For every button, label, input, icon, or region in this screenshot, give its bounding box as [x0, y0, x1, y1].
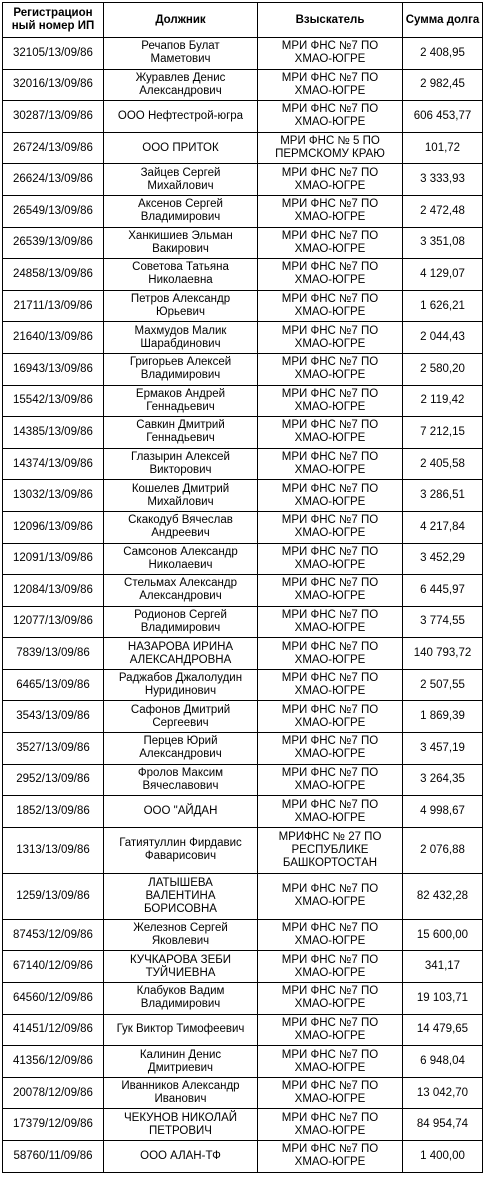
header-debtor: Должник	[104, 3, 258, 38]
cell-collector: МРИФНС № 27 ПО РЕСПУБЛИКЕ БАШКОРТОСТАН	[258, 827, 403, 873]
table-row	[3, 259, 483, 291]
table-row	[3, 919, 483, 951]
table-row	[3, 827, 483, 873]
header-row	[3, 3, 483, 38]
cell-debtor: Самсонов Александр Николаевич	[104, 543, 258, 575]
cell-debtor: Кошелев Дмитрий Михайлович	[104, 480, 258, 512]
cell-reg-number: 30287/13/09/86	[3, 101, 104, 133]
cell-reg-number: 13032/13/09/86	[3, 480, 104, 512]
table-row	[3, 701, 483, 733]
table-row	[3, 290, 483, 322]
cell-amount: 14 479,65	[403, 1014, 483, 1046]
cell-debtor: Сафонов Дмитрий Сергеевич	[104, 701, 258, 733]
cell-reg-number: 67140/12/09/86	[3, 951, 104, 983]
cell-amount: 2 472,48	[403, 195, 483, 227]
cell-reg-number: 12077/13/09/86	[3, 606, 104, 638]
cell-reg-number: 21640/13/09/86	[3, 322, 104, 354]
cell-collector: МРИ ФНС №7 ПО ХМАО-ЮГРЕ	[258, 543, 403, 575]
enforcement-table	[2, 2, 483, 1173]
table-row	[3, 1141, 483, 1173]
cell-reg-number: 20078/12/09/86	[3, 1077, 104, 1109]
cell-collector: МРИ ФНС №7 ПО ХМАО-ЮГРЕ	[258, 417, 403, 449]
cell-amount: 4 129,07	[403, 259, 483, 291]
table-row	[3, 480, 483, 512]
cell-amount: 140 793,72	[403, 638, 483, 670]
cell-collector: МРИ ФНС №7 ПО ХМАО-ЮГРЕ	[258, 353, 403, 385]
cell-reg-number: 17379/12/09/86	[3, 1109, 104, 1141]
cell-debtor: Родионов Сергей Владимирович	[104, 606, 258, 638]
cell-reg-number: 3543/13/09/86	[3, 701, 104, 733]
table-body	[3, 38, 483, 1173]
cell-collector: МРИ ФНС №7 ПО ХМАО-ЮГРЕ	[258, 385, 403, 417]
cell-debtor: ООО ПРИТОК	[104, 132, 258, 164]
table-row	[3, 733, 483, 765]
cell-collector: МРИ ФНС №7 ПО ХМАО-ЮГРЕ	[258, 38, 403, 70]
table-row	[3, 448, 483, 480]
cell-reg-number: 1313/13/09/86	[3, 827, 104, 873]
table-row	[3, 638, 483, 670]
cell-reg-number: 15542/13/09/86	[3, 385, 104, 417]
cell-collector: МРИ ФНС №7 ПО ХМАО-ЮГРЕ	[258, 290, 403, 322]
cell-amount: 13 042,70	[403, 1077, 483, 1109]
header-reg-number: Регистрацион ный номер ИП	[3, 3, 104, 38]
cell-amount: 15 600,00	[403, 919, 483, 951]
cell-reg-number: 1852/13/09/86	[3, 796, 104, 828]
cell-debtor: Иванников Александр Иванович	[104, 1077, 258, 1109]
cell-collector: МРИ ФНС №7 ПО ХМАО-ЮГРЕ	[258, 873, 403, 919]
cell-amount: 19 103,71	[403, 983, 483, 1015]
table-row	[3, 1014, 483, 1046]
cell-reg-number: 14385/13/09/86	[3, 417, 104, 449]
cell-collector: МРИ ФНС №7 ПО ХМАО-ЮГРЕ	[258, 322, 403, 354]
cell-amount: 1 869,39	[403, 701, 483, 733]
cell-reg-number: 12096/13/09/86	[3, 511, 104, 543]
cell-collector: МРИ ФНС №7 ПО ХМАО-ЮГРЕ	[258, 511, 403, 543]
cell-collector: МРИ ФНС №7 ПО ХМАО-ЮГРЕ	[258, 638, 403, 670]
cell-collector: МРИ ФНС №7 ПО ХМАО-ЮГРЕ	[258, 575, 403, 607]
cell-collector: МРИ ФНС №7 ПО ХМАО-ЮГРЕ	[258, 1046, 403, 1078]
cell-amount: 1 400,00	[403, 1141, 483, 1173]
cell-amount: 3 264,35	[403, 764, 483, 796]
cell-debtor: ЧЕКУНОВ НИКОЛАЙ ПЕТРОВИЧ	[104, 1109, 258, 1141]
cell-collector: МРИ ФНС №7 ПО ХМАО-ЮГРЕ	[258, 448, 403, 480]
cell-amount: 3 774,55	[403, 606, 483, 638]
cell-amount: 7 212,15	[403, 417, 483, 449]
cell-reg-number: 32105/13/09/86	[3, 38, 104, 70]
table-row	[3, 38, 483, 70]
cell-debtor: Гук Виктор Тимофеевич	[104, 1014, 258, 1046]
cell-collector: МРИ ФНС №7 ПО ХМАО-ЮГРЕ	[258, 101, 403, 133]
cell-debtor: Глазырин Алексей Викторович	[104, 448, 258, 480]
cell-debtor: ЛАТЫШЕВА ВАЛЕНТИНА БОРИСОВНА	[104, 873, 258, 919]
cell-debtor: Ермаков Андрей Геннадьевич	[104, 385, 258, 417]
cell-debtor: ООО АЛАН-ТФ	[104, 1141, 258, 1173]
cell-debtor: Перцев Юрий Александрович	[104, 733, 258, 765]
cell-reg-number: 21711/13/09/86	[3, 290, 104, 322]
cell-reg-number: 14374/13/09/86	[3, 448, 104, 480]
cell-amount: 3 351,08	[403, 227, 483, 259]
table-row	[3, 322, 483, 354]
cell-reg-number: 1259/13/09/86	[3, 873, 104, 919]
table-row	[3, 417, 483, 449]
cell-collector: МРИ ФНС №7 ПО ХМАО-ЮГРЕ	[258, 480, 403, 512]
cell-debtor: НАЗАРОВА ИРИНА АЛЕКСАНДРОВНА	[104, 638, 258, 670]
cell-amount: 101,72	[403, 132, 483, 164]
cell-amount: 2 580,20	[403, 353, 483, 385]
cell-debtor: Советова Татьяна Николаевна	[104, 259, 258, 291]
cell-collector: МРИ ФНС №7 ПО ХМАО-ЮГРЕ	[258, 1077, 403, 1109]
cell-amount: 3 286,51	[403, 480, 483, 512]
cell-amount: 84 954,74	[403, 1109, 483, 1141]
cell-debtor: Аксенов Сергей Владимирович	[104, 195, 258, 227]
cell-amount: 341,17	[403, 951, 483, 983]
header-amount: Сумма долга	[403, 3, 483, 38]
cell-debtor: ООО "АЙДАН	[104, 796, 258, 828]
cell-debtor: Петров Александр Юрьевич	[104, 290, 258, 322]
cell-collector: МРИ ФНС №7 ПО ХМАО-ЮГРЕ	[258, 701, 403, 733]
table-row	[3, 1046, 483, 1078]
header-collector: Взыскатель	[258, 3, 403, 38]
table-row	[3, 101, 483, 133]
table-row	[3, 1109, 483, 1141]
cell-amount: 2 044,43	[403, 322, 483, 354]
table-row	[3, 764, 483, 796]
cell-amount: 2 408,95	[403, 38, 483, 70]
cell-debtor: Стельмах Александр Александрович	[104, 575, 258, 607]
cell-collector: МРИ ФНС №7 ПО ХМАО-ЮГРЕ	[258, 1141, 403, 1173]
table-row	[3, 195, 483, 227]
cell-collector: МРИ ФНС №7 ПО ХМАО-ЮГРЕ	[258, 1109, 403, 1141]
table-row	[3, 951, 483, 983]
cell-collector: МРИ ФНС №7 ПО ХМАО-ЮГРЕ	[258, 195, 403, 227]
cell-reg-number: 41451/12/09/86	[3, 1014, 104, 1046]
cell-collector: МРИ ФНС №7 ПО ХМАО-ЮГРЕ	[258, 164, 403, 196]
cell-debtor: Савкин Дмитрий Геннадьевич	[104, 417, 258, 449]
table-row	[3, 983, 483, 1015]
cell-collector: МРИ ФНС №7 ПО ХМАО-ЮГРЕ	[258, 669, 403, 701]
cell-amount: 6 445,97	[403, 575, 483, 607]
cell-reg-number: 12084/13/09/86	[3, 575, 104, 607]
table-row	[3, 69, 483, 101]
table-row	[3, 385, 483, 417]
cell-reg-number: 87453/12/09/86	[3, 919, 104, 951]
cell-debtor: Калинин Денис Дмитриевич	[104, 1046, 258, 1078]
cell-collector: МРИ ФНС №7 ПО ХМАО-ЮГРЕ	[258, 69, 403, 101]
cell-collector: МРИ ФНС № 5 ПО ПЕРМСКОМУ КРАЮ	[258, 132, 403, 164]
cell-collector: МРИ ФНС №7 ПО ХМАО-ЮГРЕ	[258, 919, 403, 951]
cell-amount: 4 217,84	[403, 511, 483, 543]
cell-reg-number: 3527/13/09/86	[3, 733, 104, 765]
cell-reg-number: 26624/13/09/86	[3, 164, 104, 196]
table-row	[3, 353, 483, 385]
cell-amount: 2 982,45	[403, 69, 483, 101]
cell-debtor: ООО Нефтестрой-югра	[104, 101, 258, 133]
cell-collector: МРИ ФНС №7 ПО ХМАО-ЮГРЕ	[258, 606, 403, 638]
cell-reg-number: 12091/13/09/86	[3, 543, 104, 575]
cell-collector: МРИ ФНС №7 ПО ХМАО-ЮГРЕ	[258, 227, 403, 259]
table-row	[3, 511, 483, 543]
cell-collector: МРИ ФНС №7 ПО ХМАО-ЮГРЕ	[258, 796, 403, 828]
cell-debtor: Махмудов Малик Шарабдинович	[104, 322, 258, 354]
cell-debtor: Фролов Максим Вячеславович	[104, 764, 258, 796]
cell-amount: 2 405,58	[403, 448, 483, 480]
table-row	[3, 164, 483, 196]
cell-reg-number: 26724/13/09/86	[3, 132, 104, 164]
cell-reg-number: 26539/13/09/86	[3, 227, 104, 259]
cell-collector: МРИ ФНС №7 ПО ХМАО-ЮГРЕ	[258, 259, 403, 291]
cell-reg-number: 6465/13/09/86	[3, 669, 104, 701]
cell-amount: 6 948,04	[403, 1046, 483, 1078]
table-row	[3, 132, 483, 164]
table-row	[3, 227, 483, 259]
cell-debtor: Речапов Булат Маметович	[104, 38, 258, 70]
cell-reg-number: 32016/13/09/86	[3, 69, 104, 101]
table-row	[3, 796, 483, 828]
cell-reg-number: 7839/13/09/86	[3, 638, 104, 670]
cell-reg-number: 58760/11/09/86	[3, 1141, 104, 1173]
table-row	[3, 575, 483, 607]
cell-collector: МРИ ФНС №7 ПО ХМАО-ЮГРЕ	[258, 733, 403, 765]
cell-debtor: Ханкишиев Эльман Вакирович	[104, 227, 258, 259]
cell-amount: 82 432,28	[403, 873, 483, 919]
table-row	[3, 543, 483, 575]
cell-amount: 2 507,55	[403, 669, 483, 701]
table-row	[3, 873, 483, 919]
cell-amount: 2 076,88	[403, 827, 483, 873]
cell-amount: 606 453,77	[403, 101, 483, 133]
cell-amount: 3 452,29	[403, 543, 483, 575]
cell-amount: 1 626,21	[403, 290, 483, 322]
cell-reg-number: 64560/12/09/86	[3, 983, 104, 1015]
cell-amount: 4 998,67	[403, 796, 483, 828]
table-row	[3, 1077, 483, 1109]
cell-collector: МРИ ФНС №7 ПО ХМАО-ЮГРЕ	[258, 951, 403, 983]
cell-collector: МРИ ФНС №7 ПО ХМАО-ЮГРЕ	[258, 1014, 403, 1046]
cell-reg-number: 2952/13/09/86	[3, 764, 104, 796]
cell-reg-number: 26549/13/09/86	[3, 195, 104, 227]
cell-reg-number: 24858/13/09/86	[3, 259, 104, 291]
cell-debtor: Зайцев Сергей Михайлович	[104, 164, 258, 196]
cell-debtor: Железнов Сергей Яковлевич	[104, 919, 258, 951]
cell-reg-number: 16943/13/09/86	[3, 353, 104, 385]
cell-debtor: Гатиятуллин Фирдавис Фаварисович	[104, 827, 258, 873]
cell-collector: МРИ ФНС №7 ПО ХМАО-ЮГРЕ	[258, 983, 403, 1015]
table-row	[3, 669, 483, 701]
cell-reg-number: 41356/12/09/86	[3, 1046, 104, 1078]
cell-amount: 3 457,19	[403, 733, 483, 765]
cell-debtor: Скакодуб Вячеслав Андреевич	[104, 511, 258, 543]
table-row	[3, 606, 483, 638]
cell-debtor: Григорьев Алексей Владимирович	[104, 353, 258, 385]
cell-amount: 2 119,42	[403, 385, 483, 417]
cell-amount: 3 333,93	[403, 164, 483, 196]
cell-debtor: Журавлев Денис Александрович	[104, 69, 258, 101]
cell-debtor: КУЧКАРОВА ЗЕБИ ТУЙЧИЕВНА	[104, 951, 258, 983]
cell-debtor: Раджабов Джалолудин Нуридинович	[104, 669, 258, 701]
cell-collector: МРИ ФНС №7 ПО ХМАО-ЮГРЕ	[258, 764, 403, 796]
cell-debtor: Клабуков Вадим Владимирович	[104, 983, 258, 1015]
